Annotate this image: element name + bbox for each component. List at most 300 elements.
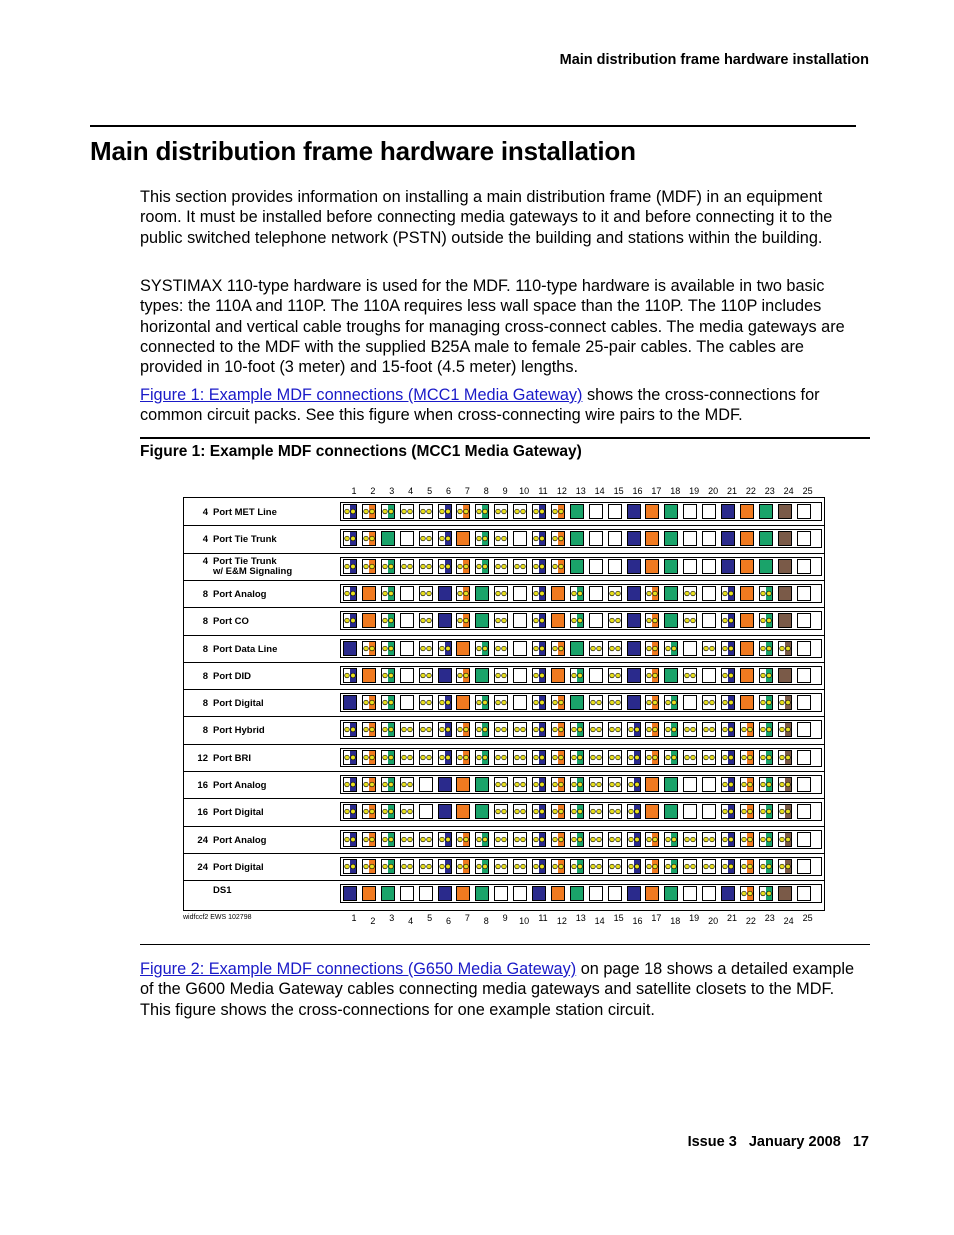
figure-rule xyxy=(140,437,870,439)
pair-slot xyxy=(532,859,546,874)
row-divider xyxy=(184,826,824,827)
wire-pair-marker-icon xyxy=(439,751,451,764)
wire-pair-marker-icon xyxy=(571,833,583,846)
pair-slot xyxy=(513,504,527,519)
wire-pair-marker-icon xyxy=(420,723,432,736)
pair-slot xyxy=(589,613,603,628)
pair-slot xyxy=(797,886,811,901)
pair-number: 3 xyxy=(389,913,395,923)
pair-number: 6 xyxy=(445,486,451,496)
wire-pair-marker-icon xyxy=(665,860,677,873)
pair-slot xyxy=(797,859,811,874)
wire-pair-marker-icon xyxy=(533,614,545,627)
wire-pair-marker-icon xyxy=(703,696,715,709)
wire-pair-marker-icon xyxy=(401,860,413,873)
pair-slot xyxy=(759,531,773,546)
footer-date: January 2008 xyxy=(748,1134,841,1150)
pair-number: 20 xyxy=(708,486,719,496)
pair-slot xyxy=(664,586,678,601)
pair-slot xyxy=(702,613,716,628)
wire-pair-marker-icon xyxy=(495,587,507,600)
pair-slot xyxy=(778,722,792,737)
pair-slot xyxy=(438,859,452,874)
pair-slot xyxy=(740,613,754,628)
pair-slot xyxy=(627,832,641,847)
wire-pair-marker-icon xyxy=(552,751,564,764)
wire-pair-marker-icon xyxy=(439,696,451,709)
figure-2-link[interactable]: Figure 2: Example MDF connections (G650 Media Gateway) xyxy=(140,960,577,978)
port-count: 16 xyxy=(197,780,208,791)
pair-slot xyxy=(400,613,414,628)
pair-slot xyxy=(759,586,773,601)
pair-slot xyxy=(702,886,716,901)
pair-slot xyxy=(608,722,622,737)
pair-slot xyxy=(343,504,357,519)
pair-slot xyxy=(438,613,452,628)
pair-slot xyxy=(797,641,811,656)
pair-slot xyxy=(702,777,716,792)
pair-slot xyxy=(381,586,395,601)
wire-pair-marker-icon xyxy=(495,505,507,518)
wire-pair-marker-icon xyxy=(722,587,734,600)
port-count: 4 xyxy=(202,507,208,518)
pair-slot xyxy=(419,859,433,874)
pair-slot xyxy=(664,804,678,819)
wire-pair-marker-icon xyxy=(703,860,715,873)
pair-number: 17 xyxy=(651,913,662,923)
pair-slot xyxy=(456,859,470,874)
pair-slot xyxy=(683,859,697,874)
pair-slot xyxy=(419,586,433,601)
wire-pair-marker-icon xyxy=(571,778,583,791)
wire-pair-marker-icon xyxy=(439,723,451,736)
pair-slot xyxy=(438,750,452,765)
pair-slot xyxy=(400,695,414,710)
wire-pair-marker-icon xyxy=(760,642,772,655)
pair-slot xyxy=(438,695,452,710)
wire-pair-marker-icon xyxy=(760,614,772,627)
pair-slot xyxy=(778,586,792,601)
wire-pair-marker-icon xyxy=(646,587,658,600)
pair-slot xyxy=(438,531,452,546)
wire-pair-marker-icon xyxy=(363,778,375,791)
pair-slot xyxy=(797,559,811,574)
wire-pair-marker-icon xyxy=(552,860,564,873)
pair-slot xyxy=(608,832,622,847)
pair-number: 11 xyxy=(538,486,548,496)
connector-strip xyxy=(340,502,822,521)
pair-slot xyxy=(740,804,754,819)
pair-slot xyxy=(343,559,357,574)
page-footer xyxy=(500,1134,869,1150)
pair-slot xyxy=(664,859,678,874)
pair-slot xyxy=(759,668,773,683)
pair-slot xyxy=(532,886,546,901)
pair-slot xyxy=(532,641,546,656)
wire-pair-marker-icon xyxy=(552,560,564,573)
wire-pair-marker-icon xyxy=(344,805,356,818)
port-type-detail: w/ E&M Signaling xyxy=(213,565,293,577)
pair-number: 23 xyxy=(764,486,775,496)
wire-pair-marker-icon xyxy=(495,751,507,764)
wire-pair-marker-icon xyxy=(590,805,602,818)
pair-slot xyxy=(589,668,603,683)
pair-slot xyxy=(438,668,452,683)
wire-pair-marker-icon xyxy=(779,833,791,846)
pair-slot xyxy=(513,531,527,546)
wire-pair-marker-icon xyxy=(571,614,583,627)
pair-slot xyxy=(513,750,527,765)
connector-strip xyxy=(340,584,822,603)
paragraph-figure2-ref-text: on page 18 shows a detailed example of the G600 Media Gateway cables connecting media gateways and satellite closets to the MDF. This figure shows the cross-connections for one example station circuit. xyxy=(140,960,855,1019)
pair-slot xyxy=(438,777,452,792)
pair-slot xyxy=(570,668,584,683)
wire-pair-marker-icon xyxy=(382,805,394,818)
wire-pair-marker-icon xyxy=(420,505,432,518)
wire-pair-marker-icon xyxy=(457,669,469,682)
pair-slot xyxy=(645,886,659,901)
wire-pair-marker-icon xyxy=(646,751,658,764)
wire-pair-marker-icon xyxy=(609,696,621,709)
wire-pair-marker-icon xyxy=(514,505,526,518)
wire-pair-marker-icon xyxy=(439,505,451,518)
pair-slot xyxy=(400,722,414,737)
pair-slot xyxy=(513,613,527,628)
pair-slot xyxy=(438,559,452,574)
wire-pair-marker-icon xyxy=(363,860,375,873)
pair-slot xyxy=(627,613,641,628)
pair-slot xyxy=(419,722,433,737)
pair-slot xyxy=(645,641,659,656)
pair-slot xyxy=(400,641,414,656)
port-type: Port Tie Trunk xyxy=(213,555,277,567)
pair-slot xyxy=(419,777,433,792)
section-title: Main distribution frame hardware installation xyxy=(90,136,636,166)
pair-slot xyxy=(627,777,641,792)
pair-slot xyxy=(400,750,414,765)
wire-pair-marker-icon xyxy=(628,833,640,846)
pair-slot xyxy=(475,777,489,792)
wire-pair-marker-icon xyxy=(741,860,753,873)
wire-pair-marker-icon xyxy=(722,751,734,764)
pair-slot xyxy=(645,695,659,710)
pair-slot xyxy=(532,750,546,765)
connector-strip xyxy=(340,802,822,821)
pair-slot xyxy=(475,613,489,628)
pair-slot xyxy=(740,586,754,601)
pair-slot xyxy=(664,750,678,765)
wire-pair-marker-icon xyxy=(495,805,507,818)
wire-pair-marker-icon xyxy=(533,751,545,764)
pair-slot xyxy=(627,641,641,656)
wire-pair-marker-icon xyxy=(760,778,772,791)
wire-pair-marker-icon xyxy=(760,587,772,600)
pair-slot xyxy=(362,695,376,710)
wire-pair-marker-icon xyxy=(684,860,696,873)
pair-slot xyxy=(456,586,470,601)
wire-pair-marker-icon xyxy=(363,833,375,846)
pair-slot xyxy=(570,559,584,574)
wire-pair-marker-icon xyxy=(741,751,753,764)
wire-pair-marker-icon xyxy=(514,723,526,736)
pair-slot xyxy=(683,586,697,601)
pair-slot xyxy=(551,804,565,819)
wire-pair-marker-icon xyxy=(628,751,640,764)
pair-slot xyxy=(589,504,603,519)
port-type: Port Analog xyxy=(213,588,267,600)
figure-credit: widfccf2 EWS 102798 xyxy=(183,914,252,921)
pair-slot xyxy=(589,641,603,656)
pair-slot xyxy=(456,641,470,656)
pair-slot xyxy=(362,531,376,546)
pair-slot xyxy=(627,531,641,546)
connector-strip xyxy=(340,639,822,658)
pair-slot xyxy=(589,832,603,847)
pair-slot xyxy=(645,613,659,628)
wire-pair-marker-icon xyxy=(439,532,451,545)
pair-slot xyxy=(419,886,433,901)
wire-pair-marker-icon xyxy=(646,860,658,873)
wire-pair-marker-icon xyxy=(609,833,621,846)
pair-slot xyxy=(608,559,622,574)
pair-slot xyxy=(362,859,376,874)
wire-pair-marker-icon xyxy=(401,833,413,846)
wire-pair-marker-icon xyxy=(457,751,469,764)
pair-slot xyxy=(721,777,735,792)
row-divider xyxy=(184,880,824,881)
pair-slot xyxy=(343,695,357,710)
pair-slot xyxy=(608,804,622,819)
pair-number: 23 xyxy=(764,913,775,923)
pair-slot xyxy=(532,695,546,710)
pair-slot xyxy=(513,559,527,574)
pair-slot xyxy=(381,668,395,683)
pair-slot xyxy=(475,695,489,710)
pair-number: 18 xyxy=(670,486,681,496)
wire-pair-marker-icon xyxy=(344,833,356,846)
wire-pair-marker-icon xyxy=(476,751,488,764)
pair-slot xyxy=(570,750,584,765)
pair-number: 7 xyxy=(464,913,470,923)
pair-slot xyxy=(343,722,357,737)
port-type: DS1 xyxy=(213,885,232,897)
pair-slot xyxy=(759,886,773,901)
pair-slot xyxy=(362,777,376,792)
pair-number: 22 xyxy=(745,916,756,926)
wire-pair-marker-icon xyxy=(722,778,734,791)
pair-slot xyxy=(608,641,622,656)
wire-pair-marker-icon xyxy=(344,532,356,545)
pair-slot xyxy=(683,504,697,519)
pair-slot xyxy=(456,504,470,519)
pair-number: 22 xyxy=(745,486,756,496)
pair-slot xyxy=(627,586,641,601)
wire-pair-marker-icon xyxy=(665,751,677,764)
pair-slot xyxy=(702,804,716,819)
pair-slot xyxy=(664,886,678,901)
pair-number: 25 xyxy=(802,486,813,496)
wire-pair-marker-icon xyxy=(495,532,507,545)
wire-pair-marker-icon xyxy=(382,833,394,846)
port-type: Port Analog xyxy=(213,780,267,791)
pair-slot xyxy=(608,886,622,901)
pair-slot xyxy=(494,695,508,710)
pair-slot xyxy=(513,886,527,901)
wire-pair-marker-icon xyxy=(779,723,791,736)
pair-slot xyxy=(664,613,678,628)
wire-pair-marker-icon xyxy=(495,723,507,736)
wire-pair-marker-icon xyxy=(420,860,432,873)
pair-slot xyxy=(532,586,546,601)
wire-pair-marker-icon xyxy=(552,805,564,818)
wire-pair-marker-icon xyxy=(533,560,545,573)
pair-number: 2 xyxy=(370,916,376,926)
pair-slot xyxy=(494,859,508,874)
pair-number: 1 xyxy=(351,913,357,923)
pair-slot xyxy=(438,886,452,901)
pair-slot xyxy=(551,832,565,847)
pair-slot xyxy=(740,859,754,874)
pair-slot xyxy=(494,641,508,656)
row-label xyxy=(188,808,264,818)
wire-pair-marker-icon xyxy=(628,723,640,736)
wire-pair-marker-icon xyxy=(552,778,564,791)
pair-slot xyxy=(475,531,489,546)
pair-slot xyxy=(664,695,678,710)
pair-slot xyxy=(343,777,357,792)
pair-slot xyxy=(702,504,716,519)
connector-strip xyxy=(340,693,822,712)
pair-slot xyxy=(702,750,716,765)
pair-slot xyxy=(513,695,527,710)
pair-slot xyxy=(740,722,754,737)
pair-number: 16 xyxy=(632,486,643,496)
port-count: 4 xyxy=(202,555,208,567)
pair-number: 10 xyxy=(519,916,530,926)
pair-slot xyxy=(589,886,603,901)
pair-slot xyxy=(419,832,433,847)
pair-slot xyxy=(419,613,433,628)
pair-number: 14 xyxy=(594,916,605,926)
wire-pair-marker-icon xyxy=(420,669,432,682)
row-divider xyxy=(184,662,824,663)
pair-slot xyxy=(532,668,546,683)
pair-number: 20 xyxy=(708,916,719,926)
pair-slot xyxy=(797,586,811,601)
paragraph-figure-ref-text: shows the cross-connections for common circuit packs. See this figure when cross-connecting wire pairs to the MDF. xyxy=(140,386,820,425)
pair-slot xyxy=(627,695,641,710)
wire-pair-marker-icon xyxy=(552,505,564,518)
pair-slot xyxy=(759,832,773,847)
row-label xyxy=(188,590,266,600)
pair-slot xyxy=(381,559,395,574)
paragraph-figure2-ref xyxy=(140,959,862,1020)
wire-pair-marker-icon xyxy=(609,805,621,818)
pair-slot xyxy=(419,668,433,683)
figure-end-rule xyxy=(140,944,870,945)
pair-slot xyxy=(570,832,584,847)
pair-slot xyxy=(494,559,508,574)
wire-pair-marker-icon xyxy=(646,614,658,627)
wire-pair-marker-icon xyxy=(760,805,772,818)
pair-number: 24 xyxy=(783,486,794,496)
pair-slot xyxy=(702,559,716,574)
pair-slot xyxy=(551,695,565,710)
pair-slot xyxy=(740,777,754,792)
wire-pair-marker-icon xyxy=(590,778,602,791)
pair-slot xyxy=(683,722,697,737)
pair-slot xyxy=(627,804,641,819)
pair-slot xyxy=(797,722,811,737)
wire-pair-marker-icon xyxy=(722,614,734,627)
row-label xyxy=(188,886,231,896)
wire-pair-marker-icon xyxy=(495,642,507,655)
pair-slot xyxy=(513,777,527,792)
wire-pair-marker-icon xyxy=(646,833,658,846)
wire-pair-marker-icon xyxy=(722,860,734,873)
pair-slot xyxy=(513,722,527,737)
pair-number: 5 xyxy=(427,486,433,496)
pair-slot xyxy=(797,750,811,765)
pair-slot xyxy=(419,531,433,546)
pair-slot xyxy=(778,531,792,546)
wire-pair-marker-icon xyxy=(457,723,469,736)
wire-pair-marker-icon xyxy=(533,532,545,545)
wire-pair-marker-icon xyxy=(590,751,602,764)
pair-slot xyxy=(797,777,811,792)
row-divider xyxy=(184,771,824,772)
pair-slot xyxy=(400,859,414,874)
pair-slot xyxy=(494,832,508,847)
wire-pair-marker-icon xyxy=(344,778,356,791)
wire-pair-marker-icon xyxy=(571,805,583,818)
pair-number: 15 xyxy=(613,486,624,496)
pair-slot xyxy=(664,722,678,737)
pair-slot xyxy=(381,531,395,546)
pair-slot xyxy=(494,804,508,819)
pair-slot xyxy=(381,750,395,765)
pair-number: 10 xyxy=(519,486,530,496)
pair-slot xyxy=(721,504,735,519)
pair-slot xyxy=(627,559,641,574)
row-label xyxy=(188,863,264,873)
pair-number: 19 xyxy=(689,486,700,496)
wire-pair-marker-icon xyxy=(760,751,772,764)
wire-pair-marker-icon xyxy=(779,751,791,764)
figure-1-link[interactable]: Figure 1: Example MDF connections (MCC1 Media Gateway) xyxy=(140,386,583,404)
connector-strip xyxy=(340,884,822,903)
pair-slot xyxy=(475,832,489,847)
wire-pair-marker-icon xyxy=(703,723,715,736)
pair-slot xyxy=(740,504,754,519)
pair-slot xyxy=(740,531,754,546)
pair-slot xyxy=(645,504,659,519)
wire-pair-marker-icon xyxy=(457,614,469,627)
pair-slot xyxy=(475,859,489,874)
pair-slot xyxy=(759,804,773,819)
row-divider xyxy=(184,716,824,717)
pair-slot xyxy=(456,695,470,710)
pair-slot xyxy=(475,641,489,656)
wire-pair-marker-icon xyxy=(344,505,356,518)
pair-number: 9 xyxy=(502,913,508,923)
pair-slot xyxy=(645,722,659,737)
pair-slot xyxy=(551,531,565,546)
wire-pair-marker-icon xyxy=(684,587,696,600)
wire-pair-marker-icon xyxy=(420,751,432,764)
pair-slot xyxy=(532,504,546,519)
pair-slot xyxy=(721,722,735,737)
